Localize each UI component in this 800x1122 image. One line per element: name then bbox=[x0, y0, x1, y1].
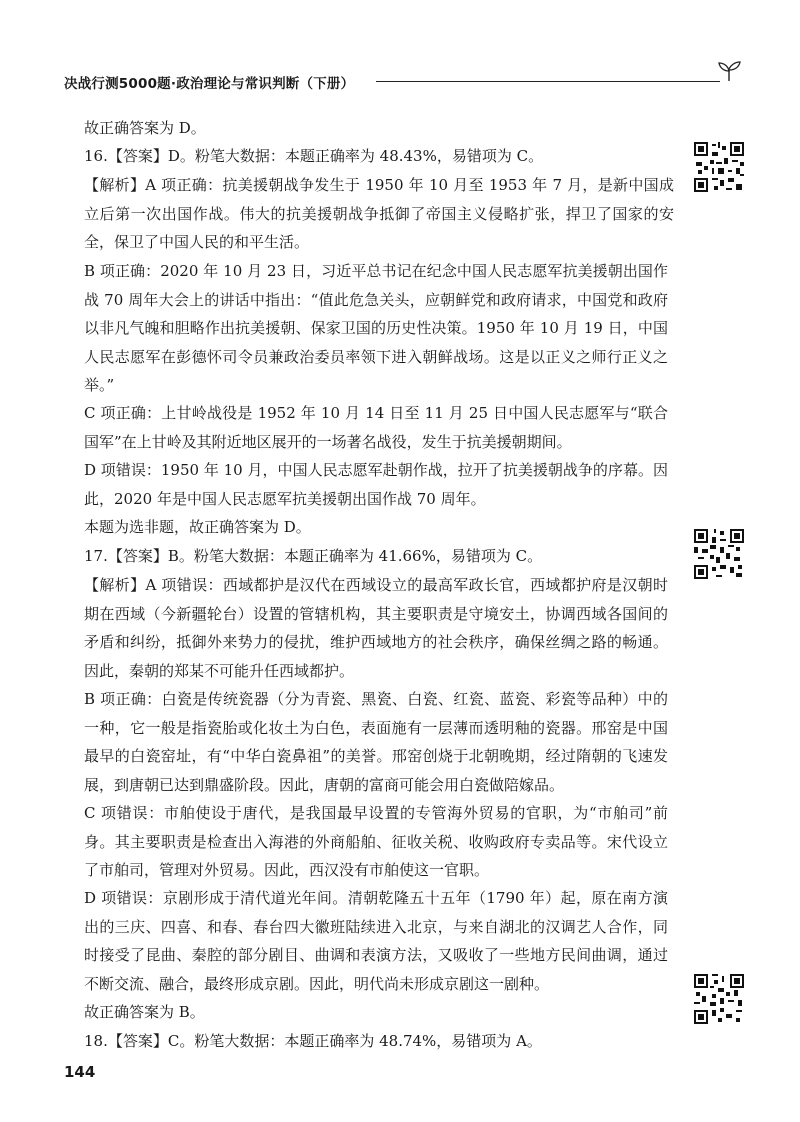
q17-analysis-a: 【解析】A 项错误：西域都护是汉代在西域设立的最高军政长官，西域都护府是汉朝时期在西域（今新疆轮台）设置的管辖机构，其主要职责是守境安土，协调西域各国间的矛盾和纠纷，抵御外来势力的侵扰，维护西域地方的社会秩序，确保丝绸之路的畅通。因此，秦朝的郑某不可能升任西域都护。 bbox=[84, 576, 668, 680]
q16-conclusion: 本题为选非题，故正确答案为 D。 bbox=[84, 518, 311, 536]
q16-analysis-d: D 项错误：1950 年 10 月，中国人民志愿军赴朝作战，拉开了抗美援朝战争的序幕。因此，2020 年是中国人民志愿军抗美援朝出国作战 70 周年。 bbox=[84, 461, 668, 508]
q17-answer-line: 17.【答案】B。粉笔大数据：本题正确率为 41.66%，易错项为 C。 bbox=[84, 547, 543, 565]
qr-code-icon[interactable] bbox=[692, 527, 746, 581]
paragraph-answer-15: 故正确答案为 D。 bbox=[84, 119, 206, 137]
q16-answer-line: 16.【答案】D。粉笔大数据：本题正确率为 48.43%，易错项为 C。 bbox=[84, 147, 544, 165]
q16-analysis-a: 【解析】A 项正确：抗美援朝战争发生于 1950 年 10 月至 1953 年 7 月，是新中国成立后第一次出国作战。伟大的抗美援朝战争抵御了帝国主义侵略扩张，捍卫了国家的安全，保卫了中国人民的和平生活。 bbox=[84, 176, 674, 251]
q17-analysis-d: D 项错误：京剧形成于清代道光年间。清朝乾隆五十五年（1790 年）起，原在南方演出的三庆、四喜、和春、春台四大徽班陆续进入北京，与来自湖北的汉调艺人合作，同时接受了昆曲、秦腔的部分剧目、曲调和表演方法，又吸收了一些地方民间曲调，通过不断交流、融合，最终形成京剧。因此，明代尚未形成京剧这一剧种。 bbox=[84, 889, 668, 993]
q16-analysis-c: C 项正确：上甘岭战役是 1952 年 10 月 14 日至 11 月 25 日中国人民志愿军与“联合国军”在上甘岭及其附近地区展开的一场著名战役，发生于抗美援朝期间。 bbox=[84, 404, 668, 451]
qr-code-icon[interactable] bbox=[692, 140, 746, 194]
q17-conclusion: 故正确答案为 B。 bbox=[84, 1003, 205, 1021]
q17-analysis-b: B 项正确：白瓷是传统瓷器（分为青瓷、黑瓷、白瓷、红瓷、蓝瓷、彩瓷等品种）中的一种，它一般是指瓷胎或化妆土为白色，表面施有一层薄而透明釉的瓷器。邢窑是中国最早的白瓷窑址，有“中华白瓷鼻祖”的美誉。邢窑创烧于北朝晚期，经过隋朝的飞速发展，到唐朝已达到鼎盛阶段。因此，唐朝的富商可能会用白瓷做陪嫁品。 bbox=[84, 690, 668, 794]
header-rule bbox=[376, 81, 720, 82]
q18-answer-line: 18.【答案】C。粉笔大数据：本题正确率为 48.74%，易错项为 A。 bbox=[84, 1032, 542, 1050]
page-number: 144 bbox=[64, 1063, 96, 1081]
qr-code-icon[interactable] bbox=[692, 972, 746, 1026]
sprout-icon bbox=[716, 60, 742, 82]
book-title: 决战行测5000题·政治理论与常识判断（下册） bbox=[64, 76, 355, 92]
running-header bbox=[64, 72, 744, 92]
q16-analysis-b: B 项正确：2020 年 10 月 23 日，习近平总书记在纪念中国人民志愿军抗美援朝出国作战 70 周年大会上的讲话中指出：“值此危急关头，应朝鲜党和政府请求，中国党和政府以非凡气魄和胆略作出抗美援朝、保家卫国的历史性决策。1950 年 10 月 19 日，中国人民志愿军在彭德怀司令员兼政治委员率领下进入朝鲜战场。这是以正义之师行正义之举。” bbox=[84, 262, 668, 394]
q17-analysis-c: C 项错误：市舶使设于唐代，是我国最早设置的专管海外贸易的官职，为“市舶司”前身。其主要职责是检查出入海港的外商船舶、征收关税、收购政府专卖品等。宋代设立了市舶司，管理对外贸易。因此，西汉没有市舶使这一官职。 bbox=[84, 804, 668, 879]
